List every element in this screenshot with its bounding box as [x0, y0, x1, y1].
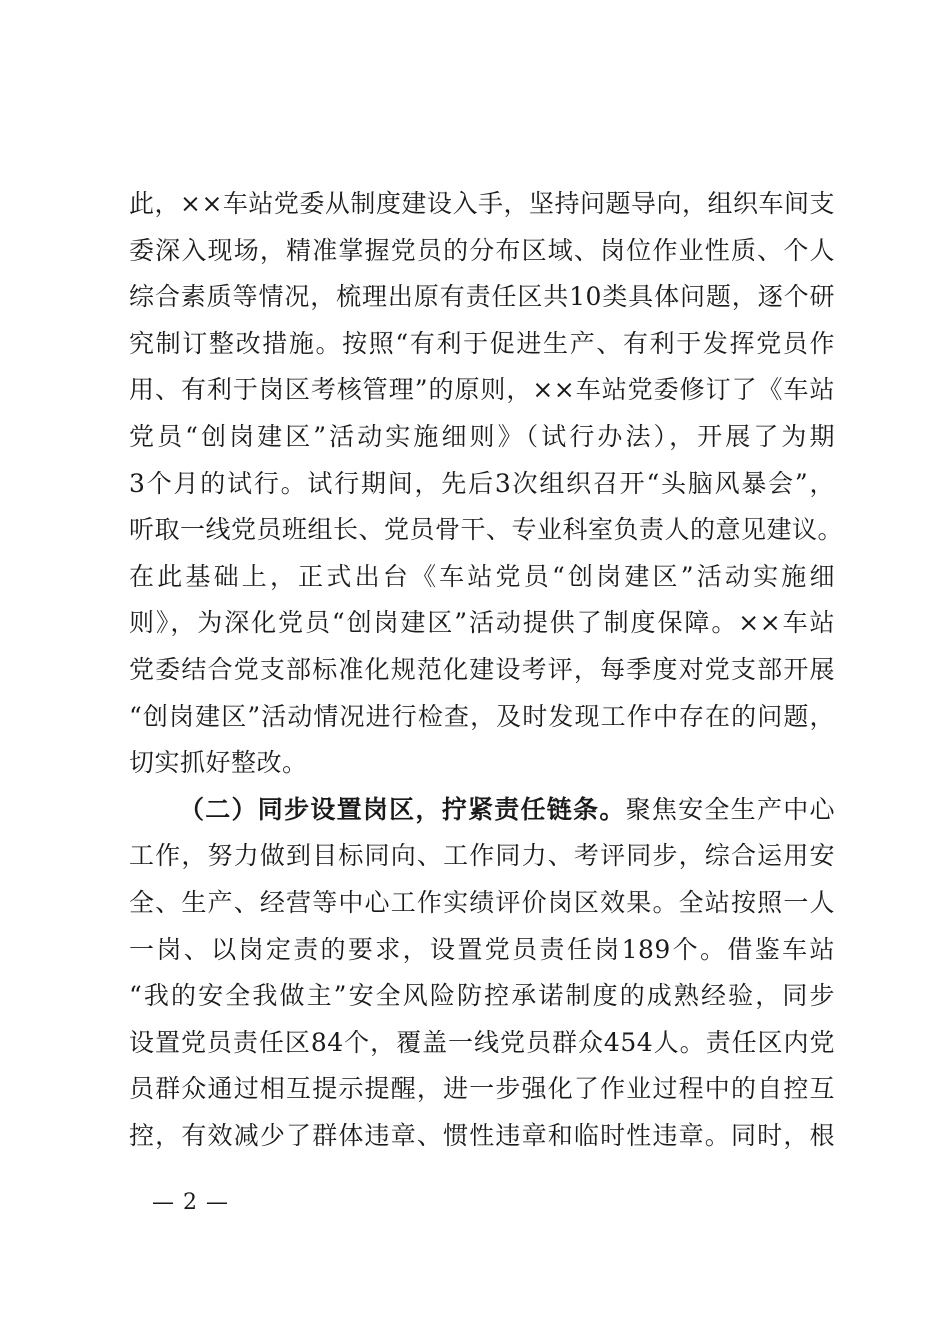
- text-line: 在此基础上，正式出台《车站党员“创岗建区”活动实施细: [129, 561, 835, 591]
- text-line: 听取一线党员班组长、党员骨干、专业科室负责人的意见建议。: [129, 515, 844, 545]
- text-line: 工作，努力做到目标同向、工作同力、考评同步，综合运用安: [129, 841, 835, 871]
- text-line: “我的安全我做主”安全风险防控承诺制度的成熟经验，同步: [129, 981, 835, 1011]
- section-heading-line: [129, 787, 835, 834]
- text-line: 此，××车站党委从制度建设入手，坚持问题导向，组织车间支: [129, 189, 835, 218]
- text-line: 党委结合党支部标准化规范化建设考评，每季度对党支部开展: [129, 654, 835, 684]
- text-line: 党员“创岗建区”活动实施细则》（试行办法），开展了为期: [129, 421, 835, 451]
- text-line: 控，有效减少了群体违章、惯性违章和临时性违章。同时，根: [129, 1120, 835, 1150]
- text-line: “创岗建区”活动情况进行检查，及时发现工作中存在的问题，: [129, 701, 835, 731]
- text-line: 员群众通过相互提示提醒，进一步强化了作业过程中的自控互: [129, 1074, 835, 1104]
- text-line: 一岗、以岗定责的要求，设置党员责任岗189个。借鉴车站: [129, 934, 835, 964]
- text-line: 委深入现场，精准掌握党员的分布区域、岗位作业性质、个人: [129, 235, 835, 265]
- heading-line-text: 聚焦安全生产中心: [625, 794, 835, 824]
- text-line: 用、有利于岗区考核管理”的原则，××车站党委修订了《车站: [129, 375, 835, 405]
- text-line: 全、生产、经营等中心工作实绩评价岗区效果。全站按照一人: [129, 887, 835, 917]
- text-line: 设置党员责任区84个，覆盖一线党员群众454人。责任区内党: [129, 1027, 835, 1057]
- document-body: [129, 181, 844, 1159]
- text-line: 3个月的试行。试行期间，先后3次组织召开“头脑风暴会”，: [129, 468, 835, 498]
- text-line: 切实抓好整改。: [129, 748, 308, 778]
- paragraph-2: [129, 787, 835, 1160]
- text-line: 则》，为深化党员“创岗建区”活动提供了制度保障。××车站: [129, 608, 835, 638]
- paragraph-1: [129, 181, 844, 787]
- text-line: 究制订整改措施。按照“有利于促进生产、有利于发挥党员作: [129, 328, 835, 358]
- page-number: — 2 —: [152, 1190, 229, 1215]
- section-heading: （二）同步设置岗区，拧紧责任链条。: [179, 794, 626, 824]
- text-line: 综合素质等情况，梳理出原有责任区共10类具体问题，逐个研: [129, 282, 835, 312]
